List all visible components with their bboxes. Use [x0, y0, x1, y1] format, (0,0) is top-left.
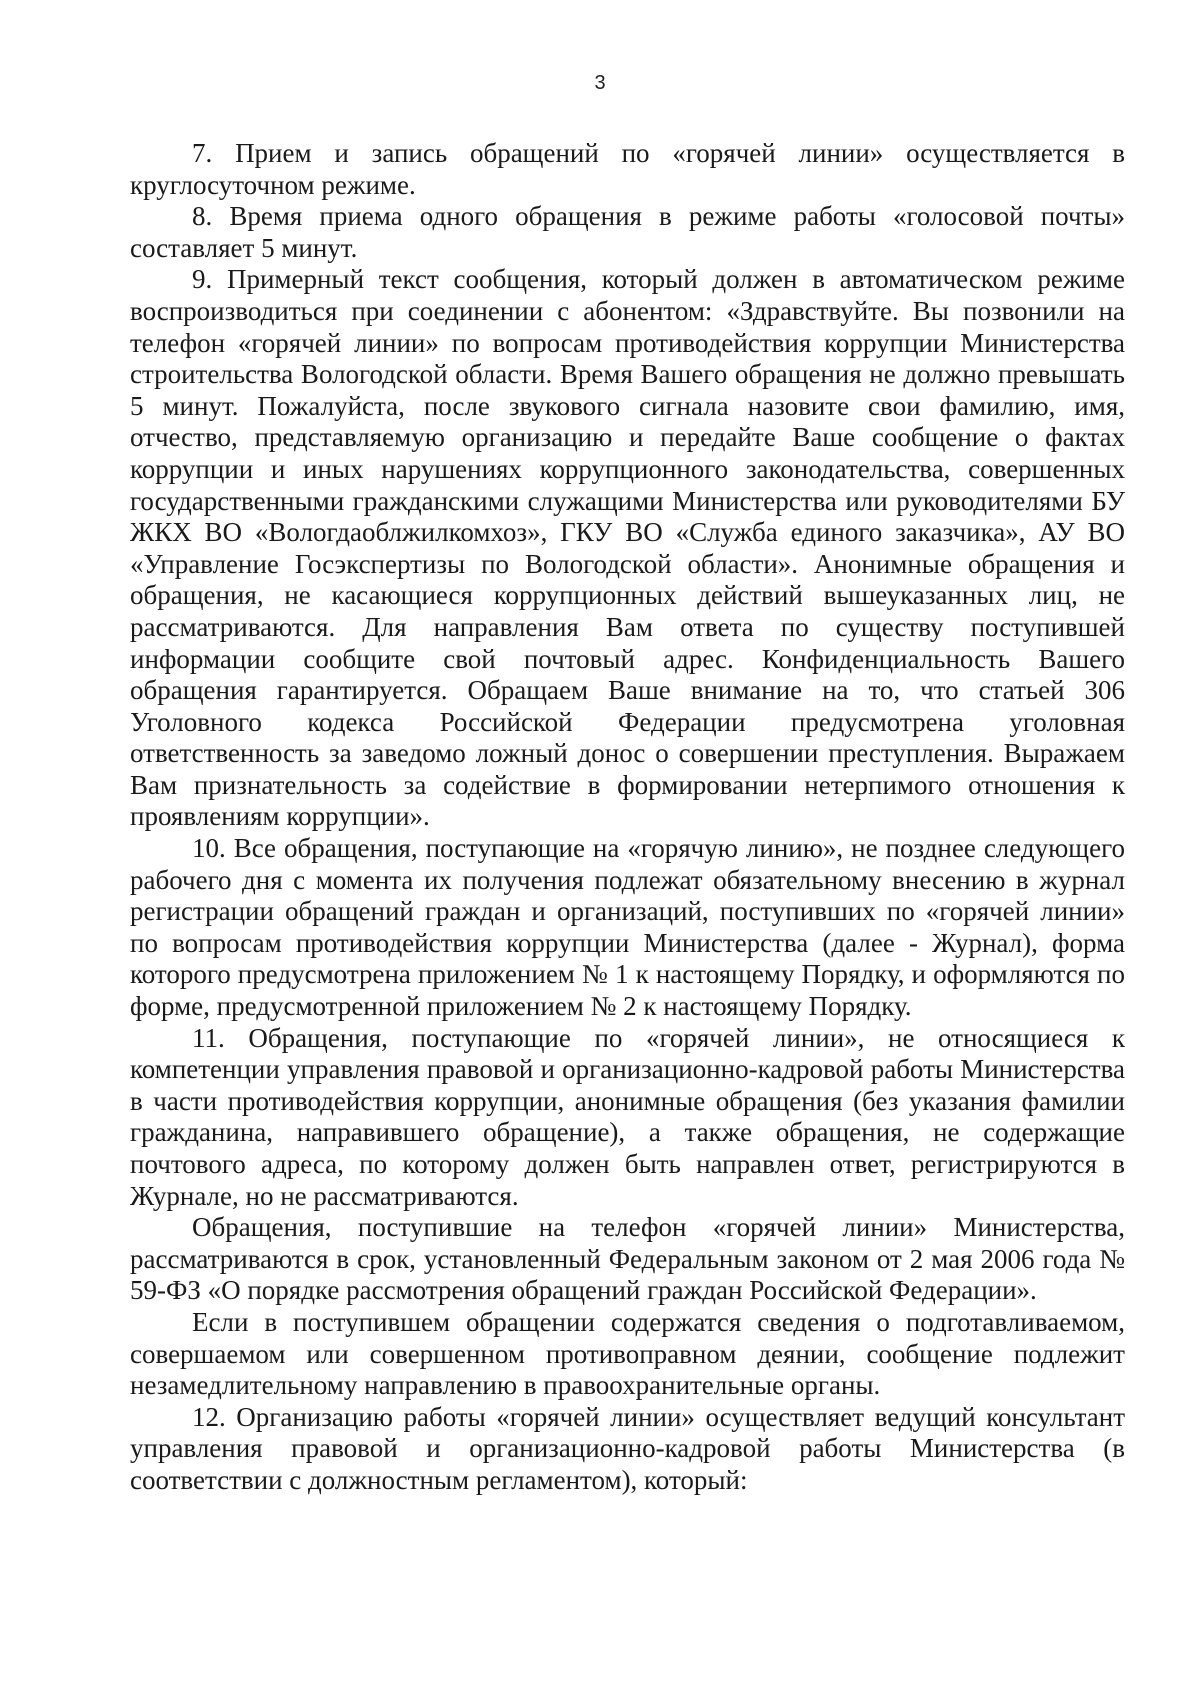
paragraph-7: 7. Прием и запись обращений по «горячей линии» осуществляется в круглосуточном режиме. [130, 138, 1125, 200]
paragraph-8: 8. Время приема одного обращения в режиме работы «голосовой почты» составляет 5 минут. [130, 201, 1125, 263]
paragraph-11-law-enforcement: Если в поступившем обращении содержатся сведения о подготавливаемом, совершаемом или совершенном противоправном деянии, сообщение подлежит незамедлительному направлению в правоохранительные органы. [130, 1306, 1125, 1401]
paragraph-12: 12. Организацию работы «горячей линии» осуществляет ведущий консультант управления правовой и организационно-кадровой работы Министерства (в соответствии с должностным регламентом), который: [130, 1401, 1125, 1495]
paragraph-10: 10. Все обращения, поступающие на «горячую линию», не позднее следующего рабочего дня с момента их получения подлежат обязательному внесению в журнал регистрации обращений граждан и организаций, поступивших по «горячей линии» по вопросам противодействия коррупции Министерства (далее - Журнал), форма которого предусмотрена приложением № 1 к настоящему Порядку, и оформляются по форме, предусмотренной приложением № 2 к настоящему Порядку. [130, 833, 1125, 1022]
paragraph-11: 11. Обращения, поступающие по «горячей линии», не относящиеся к компетенции управления правовой и организационно-кадровой работы Министерства в части противодействия коррупции, анонимные обращения (без указания фамилии гражданина, направившего обращение), а также обращения, не содержащие почтового адреса, по которому должен быть направлен ответ, регистрируются в Журнале, но не рассматриваются. [130, 1022, 1125, 1211]
document-body [130, 138, 1125, 1497]
paragraph-11-appeals-deadline: Обращения, поступившие на телефон «горячей линии» Министерства, рассматриваются в срок, установленный Федеральным законом от 2 мая 2006 года № 59-ФЗ «О порядке рассмотрения обращений граждан Российской Федерации». [130, 1212, 1125, 1306]
paragraph-9: 9. Примерный текст сообщения, который должен в автоматическом режиме воспроизводиться при соединении с абонентом: «Здравствуйте. Вы позвонили на телефон «горячей линии» по вопросам противодействия коррупции Министерства строительства Вологодской области. Время Вашего обращения не должно превышать 5 минут. Пожалуйста, после звукового сигнала назовите свои фамилию, имя, отчество, представляемую организацию и передайте Ваше сообщение о фактах коррупции и иных нарушениях коррупционного законодательства, совершенных государственными гражданскими служащими Министерства или руководителями БУ ЖКХ ВО «Вологдаоблжилкомхоз», ГКУ ВО «Служба единого заказчика», АУ ВО «Управление Госэкспертизы по Вологодской области». Анонимные обращения и обращения, не касающиеся коррупционных действий вышеуказанных лиц, не рассматриваются. Для направления Вам ответа по существу поступившей информации сообщите свой почтовый адрес. Конфиденциальность Вашего обращения гарантируется. Обращаем Ваше внимание на то, что статьей 306 Уголовного кодекса Российской Федерации предусмотрена уголовная ответственность за заведомо ложный донос о совершении преступления. Выражаем Вам признательность за содействие в формировании нетерпимого отношения к проявлениям коррупции». [130, 264, 1125, 832]
page-number: 3 [594, 72, 606, 94]
